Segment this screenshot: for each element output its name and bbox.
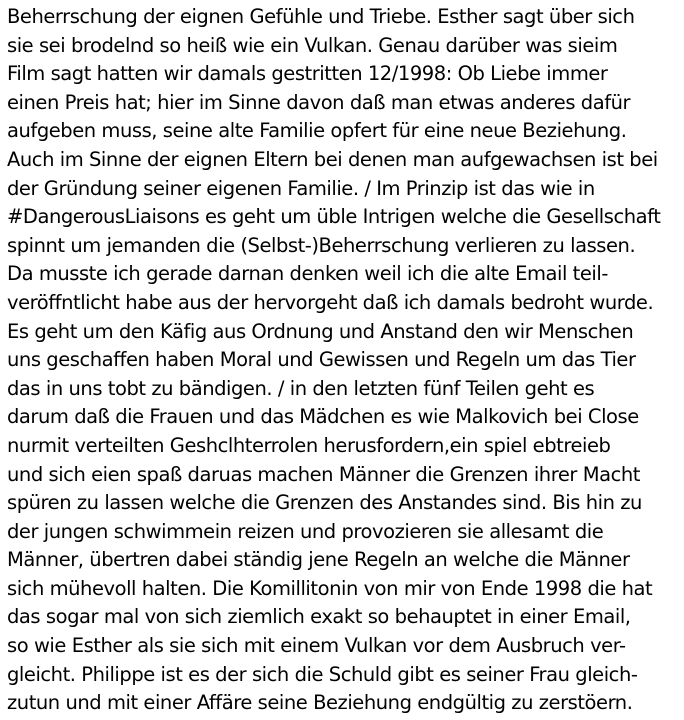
text-line: und sich eien spaß daruas machen Männer die Grenzen ihrer Macht <box>7 462 640 486</box>
text-line: spinnt um jemanden die (Selbst-)Beherrschung verlieren zu lassen. <box>7 233 636 257</box>
text-line: uns geschaffen haben Moral und Gewissen und Regeln um das Tier <box>7 348 636 372</box>
text-line: spüren zu lassen welche die Grenzen des Anstandes sind. Bis hin zu <box>7 491 642 515</box>
text-line: gleicht. Philippe ist es der sich die Schuld gibt es seiner Frau gleich- <box>7 662 638 686</box>
text-line: Männer, übertren dabei ständig jene Regeln an welche die Männer <box>7 548 630 572</box>
text-line: das in uns tobt zu bändigen. / in den letzten fünf Teilen geht es <box>7 376 595 400</box>
text-line: Beherrschung der eignen Gefühle und Triebe. Esther sagt über sich <box>7 5 635 28</box>
text-line: sich mühevoll halten. Die Komillitonin von mir von Ende 1998 die hat <box>7 576 653 600</box>
text-line: sie sei brodelnd so heiß wie ein Vulkan. Genau darüber was sieim <box>7 33 618 57</box>
text-line: Auch im Sinne der eignen Eltern bei denen man aufgewachsen ist bei <box>7 147 658 171</box>
text-line: veröffntlicht habe aus der hervorgeht daß ich damals bedroht wurde. <box>7 290 654 314</box>
document-text-block <box>7 3 683 718</box>
text-line: darum daß die Frauen und das Mädchen es wie Malkovich bei Close <box>7 405 639 429</box>
text-line: nurmit verteilten Geshclhterrolen herusfordern,ein spiel ebtreieb <box>7 433 611 457</box>
text-line: Da musste ich gerade darnan denken weil ich die alte Email teil- <box>7 262 608 286</box>
text-line: Es geht um den Käfig aus Ordnung und Anstand den wir Menschen <box>7 319 634 343</box>
text-line: der Gründung seiner eigenen Familie. / Im Prinzip ist das wie in <box>7 176 595 200</box>
text-line: zutun und mit einer Affäre seine Beziehung endgültig zu zerstöern. <box>7 691 633 715</box>
text-line: so wie Esther als sie sich mit einem Vulkan vor dem Ausbruch ver- <box>7 634 626 658</box>
text-line: einen Preis hat; hier im Sinne davon daß man etwas anderes dafür <box>7 90 631 114</box>
text-line: #DangerousLiaisons es geht um üble Intrigen welche die Gesellschaft <box>7 205 661 229</box>
text-line: das sogar mal von sich ziemlich exakt so behauptet in einer Email, <box>7 605 631 629</box>
text-line: Film sagt hatten wir damals gestritten 12/1998: Ob Liebe immer <box>7 62 608 86</box>
text-line: aufgeben muss, seine alte Familie opfert für eine neue Beziehung. <box>7 119 627 143</box>
text-line: der jungen schwimmein reizen und provozieren sie allesamt die <box>7 519 604 543</box>
